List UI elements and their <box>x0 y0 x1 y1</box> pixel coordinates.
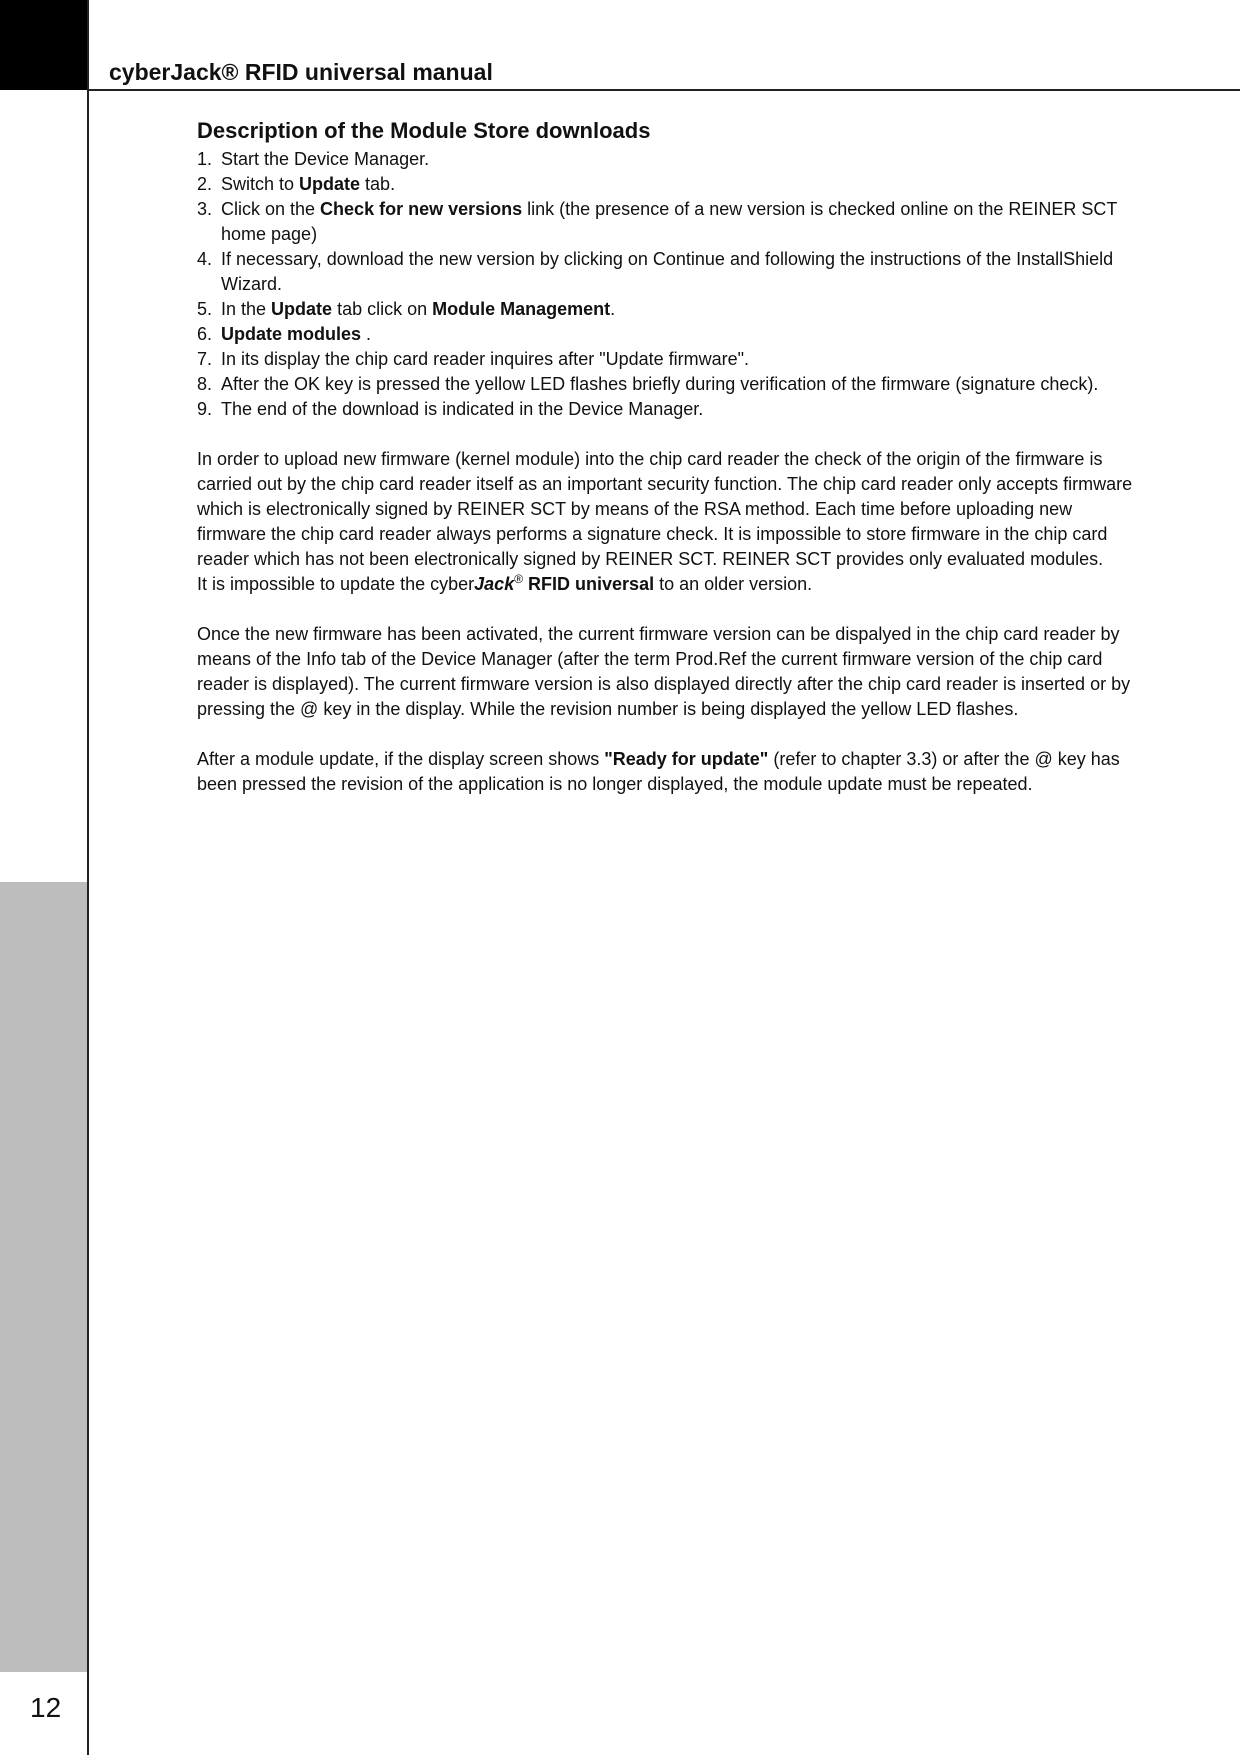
page-number: 12 <box>30 1692 62 1723</box>
paragraph-module-update: After a module update, if the display screen shows "Ready for update" (refer to chapter 3.3) or after the @ key has been pressed the revision of the application is no longer displayed, the module update must be repeated. <box>197 749 1120 794</box>
list-item: 5. In the Update tab click on Module Management. <box>197 299 616 319</box>
side-tab-black <box>0 0 87 90</box>
steps-list <box>197 147 1137 422</box>
list-item: 1. Start the Device Manager. <box>197 149 430 169</box>
list-item: 2. Switch to Update tab. <box>197 174 396 194</box>
paragraph-no-downgrade: It is impossible to update the cyberJack® RFID universal to an older version. <box>197 572 813 594</box>
paragraph-firmware-version: Once the new firmware has been activated, the current firmware version can be dispalyed in the chip card reader by means of the Info tab of the Device Manager (after the term Prod.Ref the current firmware version of the chip card reader is displayed). The current firmware version is also displayed directly after the chip card reader is inserted or by pressing the @ key in the display. While the revision number is being displayed the yellow LED flashes. <box>197 624 1131 719</box>
side-tab-grey <box>0 882 87 1672</box>
list-item: 6. Update modules . <box>197 324 372 344</box>
left-margin-rule <box>87 0 89 1755</box>
list-item: 9. The end of the download is indicated in the Device Manager. <box>197 399 704 419</box>
header-rule <box>87 89 1240 91</box>
page-content <box>197 116 1137 797</box>
list-item: 7. In its display the chip card reader inquires after "Update firmware". <box>197 349 750 369</box>
list-item: 4. If necessary, download the new version by clicking on Continue and following the instructions of the InstallShield Wizard. <box>197 249 1114 294</box>
section-title: Description of the Module Store downloads <box>197 118 651 143</box>
list-item: 3. Click on the Check for new versions link (the presence of a new version is checked online on the REINER SCT home page) <box>197 199 1118 244</box>
paragraph-firmware-check: In order to upload new firmware (kernel module) into the chip card reader the check of the origin of the firmware is carried out by the chip card reader itself as an important security function. The chip card reader only accepts firmware which is electronically signed by REINER SCT by means of the RSA method. Each time before uploading new firmware the chip card reader always performs a signature check. It is impossible to store firmware in the chip card reader which has not been electronically signed by REINER SCT. REINER SCT provides only evaluated modules. <box>197 449 1133 569</box>
header-title: cyberJack® RFID universal manual <box>109 59 493 85</box>
list-item: 8. After the OK key is pressed the yellow LED flashes briefly during verification of the firmware (signature check). <box>197 374 1099 394</box>
